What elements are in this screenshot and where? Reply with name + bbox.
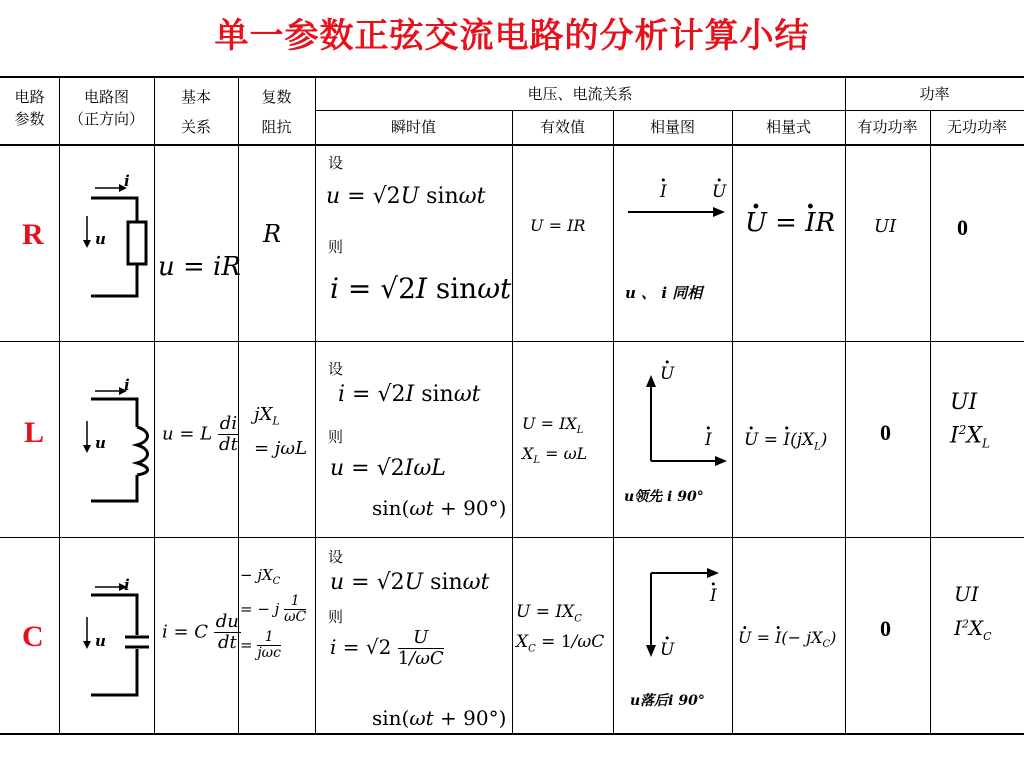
instant-l-eq2: u = √2IωL [330, 456, 446, 481]
instant-r-set: 设 [328, 154, 344, 172]
header-phasor-formula: 相量式 [765, 118, 811, 136]
header-circuit: 电路图 （正方向） [68, 88, 144, 128]
reactive-power-r: 0 [957, 215, 968, 240]
basic-relation-r: u = iR [158, 252, 241, 282]
instant-r-then: 则 [328, 238, 344, 256]
instant-l-then: 则 [328, 428, 344, 446]
basic-relation-l: u = L $\frac{di}{dt}$ [162, 413, 238, 455]
header-param: 电路 参数 [14, 88, 45, 128]
instant-c-then: 则 [328, 608, 344, 626]
phasor-r-current-label: · I [660, 182, 667, 202]
impedance-l: $jX_L$ = jωL [254, 404, 308, 459]
phasor-c-voltage-label: · U [660, 640, 674, 660]
instant-c-eq2: i = √2 $\frac{U}{1/\omega C}$ [330, 627, 444, 669]
instant-r-eq1: u = √2U sinωt [326, 184, 486, 209]
rms-c: $U = IX_C$ $X_C = 1/\omega C$ [516, 602, 605, 655]
circuit-r-current-label: i [124, 172, 130, 190]
instant-c-eq3: sin(ωt + 90°) [372, 706, 507, 730]
row-label-l: L [24, 416, 45, 449]
phasor-r-note: u 、 i 同相 [625, 284, 703, 302]
impedance-r: R [263, 220, 282, 248]
row-label-c: C [22, 620, 44, 653]
circuit-l-voltage-label: u [95, 434, 106, 452]
instant-r-eq2: i = √2I sinωt [330, 272, 512, 305]
phasor-diagram-r [613, 144, 732, 341]
header-phasor-diagram: 相量图 [649, 118, 695, 136]
header-vi-group: 电压、电流关系 [527, 85, 633, 103]
active-power-l: 0 [880, 420, 891, 445]
header-reactive-power: 无功功率 [946, 118, 1007, 136]
row-label-r: R [22, 218, 44, 251]
instant-c-eq1: u = √2U sinωt [330, 570, 490, 595]
phasor-l-note: u领先 i 90° [624, 489, 704, 505]
header-instant: 瞬时值 [390, 118, 436, 136]
rms-r: U = IR [530, 216, 586, 235]
instant-l-eq3: sin(ωt + 90°) [372, 496, 507, 520]
phasor-formula-r: · U = · IR [745, 208, 835, 238]
reactive-power-l: UI $I^2X_L$ [950, 390, 990, 451]
active-power-c: 0 [880, 616, 891, 641]
circuit-r-voltage-label: u [95, 230, 106, 248]
impedance-c: − $jX_C$ = − j $\frac{1}{\omega C}$ = $\frac{1}{\text{jωc}}$ [240, 566, 307, 662]
phasor-r-voltage-label: · U [712, 182, 726, 202]
instant-l-set: 设 [328, 360, 344, 378]
header-basic: 基本 关系 [180, 88, 211, 136]
circuit-diagram-l [59, 341, 154, 538]
circuit-diagram-r [59, 144, 154, 341]
phasor-formula-l: · U = · $I(jX_L)$ [744, 430, 827, 452]
header-rms: 有效值 [539, 118, 585, 136]
phasor-l-current-label: · I [705, 430, 712, 450]
phasor-formula-c: · U = · $I(- jX_C)$ [738, 628, 836, 650]
phasor-c-note: u落后i 90° [630, 693, 705, 709]
header-impedance: 复数 阻抗 [261, 88, 292, 136]
circuit-diagram-c [59, 537, 154, 734]
circuit-l-current-label: i [124, 376, 130, 394]
reactive-power-c: UI $I^2X_C$ [954, 582, 992, 643]
circuit-c-voltage-label: u [95, 632, 106, 650]
basic-relation-c: i = C $\frac{du}{dt}$ [162, 611, 239, 653]
instant-l-eq1: i = √2I sinωt [338, 382, 481, 407]
active-power-r: UI [874, 216, 897, 237]
page-title: 单一参数正弦交流电路的分析计算小结 [214, 16, 810, 56]
rms-l: $U = IX_L$ $X_L = \omega L$ [522, 414, 588, 467]
header-active-power: 有功功率 [857, 118, 918, 136]
instant-c-set: 设 [328, 548, 344, 566]
circuit-c-current-label: i [124, 576, 130, 594]
phasor-l-voltage-label: · U [660, 364, 674, 384]
phasor-c-current-label: · I [710, 586, 717, 606]
header-power-group: 功率 [919, 85, 950, 103]
